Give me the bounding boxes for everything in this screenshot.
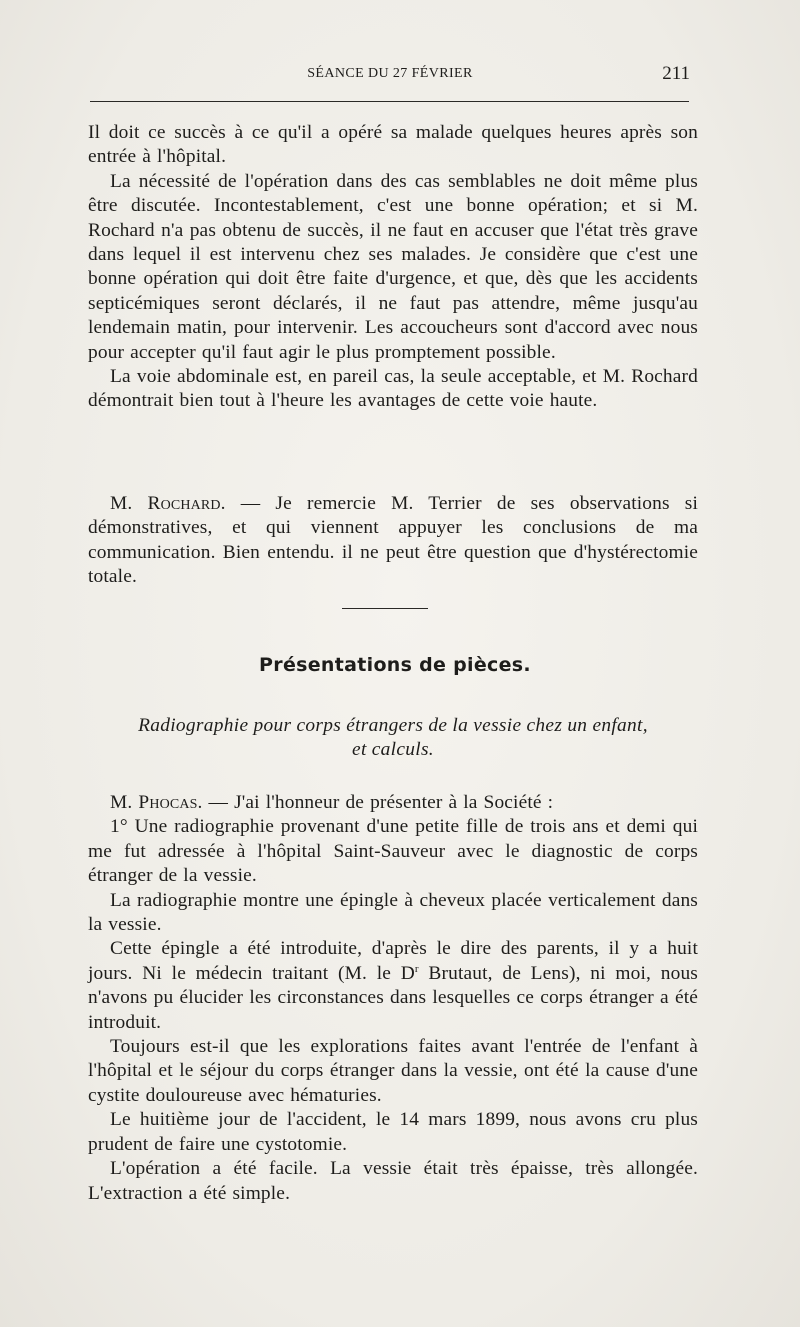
discussion-paragraph-3: La voie abdominale est, en pareil cas, la seule acceptable, et M. Rochard démontrait bien tout à l'heure les avantages de cette voie haute. <box>88 366 698 412</box>
rochard-reply-text: . — Je remercie M. Terrier de ses observations si démonstratives, et qui viennent appuyer les conclusions de ma communication. Bien entendu. il ne peut être question que d'hystérectomie totale. <box>88 493 699 588</box>
subtitle-line-1: Radiographie pour corps étrangers de la vessie chez un enfant, <box>138 715 648 736</box>
phocas-intro-text: . — J'ai l'honneur de présenter à la Société : <box>197 792 554 813</box>
speaker-prefix: M. <box>110 792 139 813</box>
rochard-reply-paragraph <box>88 492 698 590</box>
speaker-name-rochard: Rochard <box>147 493 221 514</box>
phocas-intro-paragraph <box>88 791 698 815</box>
phocas-paragraph-5: Le huitième jour de l'accident, le 14 mars 1899, nous avons cru plus prudent de faire une cystotomie. <box>88 1109 698 1155</box>
header-rule <box>90 101 689 102</box>
speaker-prefix: M. <box>110 493 148 514</box>
phocas-p3-before: Cette épingle a été introduite, d'après le dire des parents, il y a huit jours. Ni le médecin traitant (M. le D <box>88 938 698 984</box>
phocas-paragraph-2: La radiographie montre une épingle à cheveux placée verticalement dans la vessie. <box>88 889 698 936</box>
phocas-item-1: 1° Une radiographie provenant d'une petite fille de trois ans et demi qui me fut adressée à l'hôpital Saint-Sauveur avec le diagnostic de corps étranger de la vessie. <box>88 816 698 887</box>
rochard-reply-block <box>88 492 698 590</box>
discussion-paragraph-2: La nécessité de l'opération dans des cas semblables ne doit même plus être discutée. Incontestablement, c'est une bonne opération; et si M. Rochard n'a pas obtenu de succès, il ne faut en accuser que l'état très grave dans lequel il est intervenu chez ses malades. Je considère que c'est une bonne opération qui doit être faite d'urgence, et que, dès que les accidents septicémiques seront déclarés, il ne faut pas attendre, même jusqu'au lendemain matin, pour intervenir. Les accoucheurs sont d'accord avec nous pour accepter qu'il faut agir le plus promptement possible. <box>88 170 698 363</box>
phocas-paragraph-6: L'opération a été facile. La vessie était très épaisse, très allongée. L'extraction a été simple. <box>88 1158 698 1204</box>
speaker-name-phocas: Phocas <box>138 792 198 813</box>
doctor-abbrev-superscript: r <box>414 962 419 975</box>
page-number: 211 <box>662 63 690 84</box>
section-separator-rule <box>342 608 428 609</box>
phocas-presentation-block <box>88 791 698 1206</box>
running-head <box>90 64 690 88</box>
discussion-paragraph-1: Il doit ce succès à ce qu'il a opéré sa malade quelques heures après son entrée à l'hôpital. <box>88 122 698 168</box>
phocas-paragraph-3 <box>88 937 698 1035</box>
subtitle-line-2: et calculs. <box>352 739 434 761</box>
article-subtitle <box>88 714 698 763</box>
phocas-p3-after: Brutaut, de Lens), ni moi, nous n'avons pu élucider les circonstances dans lesquelles ce corps étranger a été introduit. <box>88 962 698 1033</box>
discussion-block <box>88 121 698 414</box>
section-title: Présentations de pièces. <box>259 654 531 676</box>
running-title: SÉANCE DU 27 FÉVRIER <box>307 66 473 81</box>
phocas-paragraph-4: Toujours est-il que les explorations faites avant l'entrée de l'enfant à l'hôpital et le séjour du corps étranger dans la vessie, ont été la cause d'une cystite douloureuse avec hématuries. <box>88 1036 698 1106</box>
